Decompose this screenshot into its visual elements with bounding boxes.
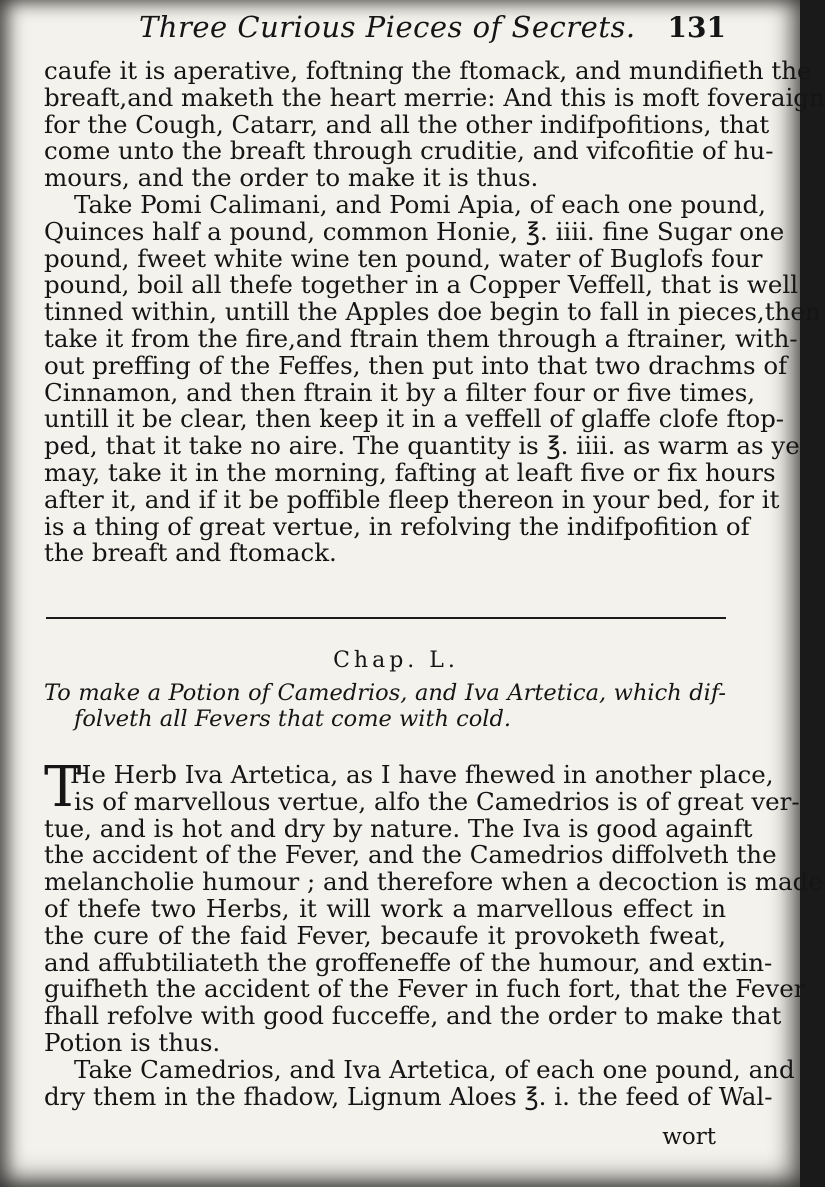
text-line: out preffing of the Feffes, then put into that two drachms of — [44, 350, 788, 380]
text-line: is of marvellous vertue, alfo the Camedrios is of great ver- — [74, 786, 800, 816]
text-line: tue, and is hot and dry by nature. The Iva is good againft — [44, 813, 753, 843]
subtitle-line: folveth all Fevers that come with cold. — [74, 706, 512, 732]
drop-cap-initial: T — [44, 755, 82, 820]
text-line: of thefe two Herbs, it will work a marvellous effect in — [44, 893, 726, 923]
text-line: tinned within, untill the Apples doe begin to fall in pieces,then — [44, 297, 821, 327]
text-line: is a thing of great vertue, in refolving the indifpofition of — [44, 511, 750, 541]
subtitle-line: To make a Potion of Camedrios, and Iva Artetica, which dif- — [44, 680, 726, 706]
top-text-block — [44, 56, 825, 568]
main-text-block — [44, 755, 823, 1111]
section-divider-rule — [46, 617, 726, 619]
text-line: come unto the breaft through cruditie, and vifcofitie of hu- — [44, 136, 774, 166]
text-line: breaft,and maketh the heart merrie: And this is moft foveraign — [44, 82, 825, 112]
text-line: dry them in the fhadow, Lignum Aloes ℥. i. the feed of Wal- — [44, 1081, 773, 1111]
paragraph — [44, 1054, 795, 1111]
page-header — [44, 10, 726, 54]
page-number: 131 — [667, 11, 726, 44]
text-line: the accident of the Fever, and the Camedrios diffolveth the — [44, 840, 777, 870]
text-line: after it, and if it be poffible fleep thereon in your bed, for it — [44, 484, 780, 514]
chapter-heading: Chap. L. — [333, 648, 459, 673]
text-line: mours, and the order to make it is thus. — [44, 163, 539, 193]
running-title: Three Curious Pieces of Secrets. — [139, 10, 636, 44]
text-line: the breaft and ftomack. — [44, 538, 337, 568]
paragraph — [44, 755, 823, 1057]
text-line: Cinnamon, and then ftrain it by a filter four or five times, — [44, 377, 756, 407]
text-line: caufe it is aperative, foftning the ftomack, and mundifieth the — [44, 56, 812, 85]
text-line: for the Cough, Catarr, and all the other indifpofitions, that — [44, 109, 770, 139]
paragraph — [44, 189, 821, 568]
text-line: the cure of the faid Fever, becaufe it provoketh fweat, — [44, 920, 726, 950]
text-line: ped, that it take no aire. The quantity is ℥. iiii. as warm as ye — [44, 431, 800, 461]
text-line: He Herb Iva Artetica, as I have fhewed in another place, — [70, 760, 774, 789]
text-line: Potion is thus. — [44, 1027, 221, 1057]
text-line: guifheth the accident of the Fever in fuch fort, that the Fever — [44, 974, 806, 1004]
paragraph — [44, 56, 825, 193]
text-line: and affubtiliateth the groffeneffe of the humour, and extin- — [44, 947, 773, 977]
text-line: untill it be clear, then keep it in a veffell of glaffe clofe ftop- — [44, 404, 785, 434]
text-line: fhall refolve with good fucceffe, and the order to make that — [44, 1001, 782, 1031]
text-line: take it from the fire,and ftrain them through a ftrainer, with- — [44, 323, 798, 353]
text-line: Take Camedrios, and Iva Artetica, of each one pound, and — [74, 1054, 795, 1084]
text-line: pound, boil all thefe together in a Copper Veffell, that is well — [44, 270, 799, 300]
text-line: Take Pomi Calimani, and Pomi Apia, of each one pound, — [74, 189, 766, 219]
chapter-subtitle — [44, 680, 726, 732]
catchword: wort — [662, 1124, 716, 1150]
text-line: may, take it in the morning, fafting at leaft five or fix hours — [44, 457, 776, 487]
text-line: pound, fweet white wine ten pound, water of Buglofs four — [44, 243, 763, 273]
text-line: melancholie humour ; and therefore when a decoction is made — [44, 867, 823, 897]
text-line: Quinces half a pound, common Honie, ℥. iiii. fine Sugar one — [44, 216, 785, 246]
